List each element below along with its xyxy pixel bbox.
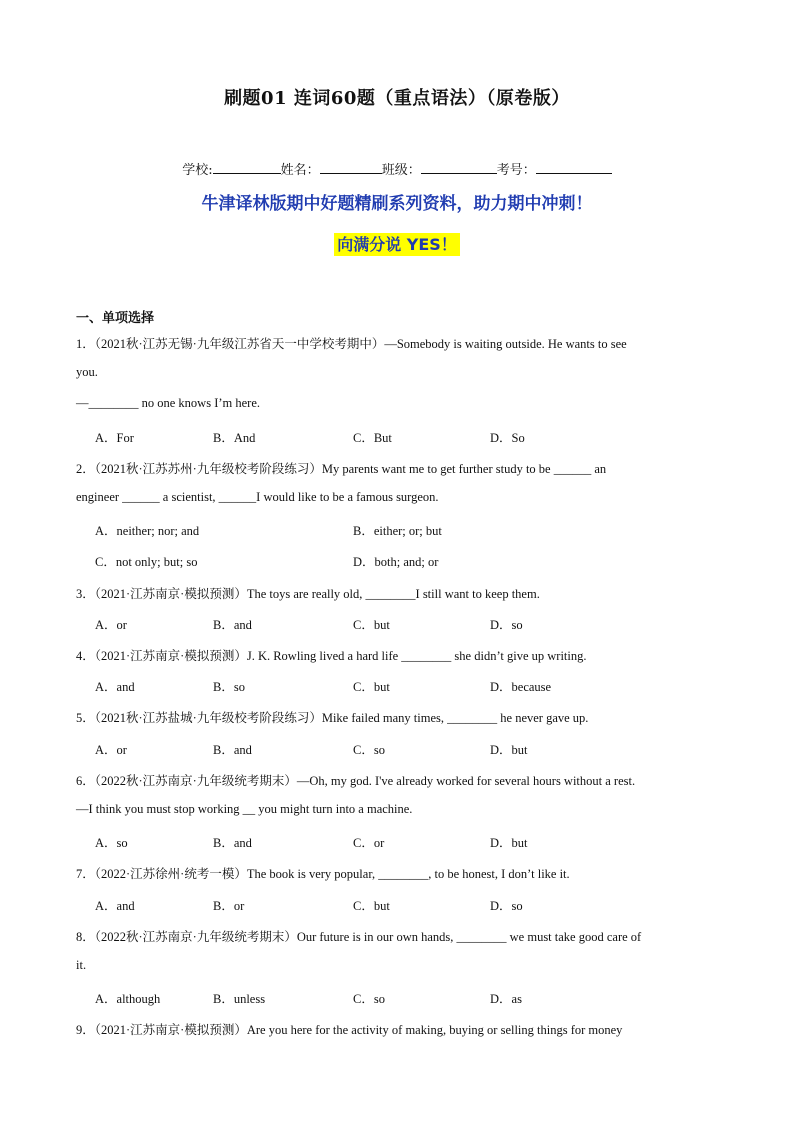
page-title: 刷题01 连词60题（重点语法）（原卷版） bbox=[224, 88, 570, 109]
question-line: you. bbox=[76, 365, 98, 380]
class-label: 班级： bbox=[381, 163, 421, 178]
answer-option: C．so bbox=[353, 992, 385, 1007]
section-title: 一、单项选择 bbox=[76, 311, 155, 326]
answer-option: A．or bbox=[95, 742, 127, 757]
answer-option: D．as bbox=[490, 992, 522, 1007]
answer-option: C．but bbox=[353, 898, 390, 913]
answer-option: C．not only; but; so bbox=[95, 555, 198, 570]
slogan: 牛津译林版期中好题精刷系列资料，助力期中冲刺！ bbox=[201, 194, 593, 214]
answer-option: D．but bbox=[490, 742, 528, 757]
answer-option: A．and bbox=[95, 680, 135, 695]
question-line: 6．（2022秋·江苏南京·九年级统考期末）—Oh, my god. I've already worked for several hours without a rest. bbox=[76, 773, 636, 788]
answer-option: D．but bbox=[490, 836, 528, 851]
question-line: 3．（2021·江苏南京·模拟预测）The toys are really old, ________I still want to keep them. bbox=[76, 586, 540, 601]
answer-option: D．because bbox=[490, 680, 552, 695]
answer-option: C．but bbox=[353, 680, 390, 695]
answer-option: A．neither; nor; and bbox=[95, 524, 200, 539]
name-blank bbox=[320, 161, 382, 174]
answer-option: B．and bbox=[213, 617, 252, 632]
question-line: 7．（2022·江苏徐州·统考一模）The book is very popular, ________, to be honest, I don’t like it. bbox=[76, 867, 570, 882]
answer-option: B．and bbox=[213, 836, 252, 851]
answer-option: C．or bbox=[353, 836, 385, 851]
student-info-line bbox=[0, 159, 794, 178]
answer-option: D．so bbox=[490, 898, 523, 913]
slogan-highlight bbox=[0, 232, 794, 255]
question-line: 1．（2021秋·江苏无锡·九年级江苏省天一中学校考期中）—Somebody is waiting outside. He wants to see bbox=[76, 337, 627, 351]
answer-option: C．so bbox=[353, 742, 385, 757]
answer-option: B．unless bbox=[213, 992, 266, 1007]
question-line: engineer ______ a scientist, ______I would like to be a famous surgeon. bbox=[76, 490, 439, 504]
exam-no-label: 考号： bbox=[496, 163, 536, 178]
answer-option: A．or bbox=[95, 617, 127, 632]
answer-option: A．For bbox=[95, 430, 134, 445]
answer-option: B．so bbox=[213, 680, 245, 695]
answer-option: D．both; and; or bbox=[353, 555, 439, 570]
school-blank bbox=[213, 161, 281, 174]
answer-option: B．and bbox=[213, 742, 252, 757]
answer-option: B．And bbox=[213, 430, 256, 445]
answer-option: C．but bbox=[353, 617, 390, 632]
answer-option: D．So bbox=[490, 430, 525, 445]
school-label: 学校: bbox=[182, 163, 213, 178]
question-line: 4．（2021·江苏南京·模拟预测）J. K. Rowling lived a hard life ________ she didn’t give up writing. bbox=[76, 649, 587, 663]
question-line: it. bbox=[76, 958, 87, 972]
question-line: 9．（2021·江苏南京·模拟预测）Are you here for the activity of making, buying or selling things for money bbox=[76, 1023, 623, 1038]
answer-option: A．and bbox=[95, 898, 135, 913]
slogan-highlight-text: 向满分说 YES！ bbox=[334, 233, 460, 256]
exam-no-blank bbox=[536, 161, 612, 174]
question-line: 5．（2021秋·江苏盐城·九年级校考阶段练习）Mike failed many times, ________ he never gave up. bbox=[76, 711, 589, 726]
answer-option: A．although bbox=[95, 992, 161, 1007]
answer-option: C．But bbox=[353, 430, 392, 445]
question-line: —I think you must stop working __ you might turn into a machine. bbox=[76, 802, 413, 816]
answer-option: B．or bbox=[213, 898, 245, 913]
answer-option: D．so bbox=[490, 617, 523, 632]
class-blank bbox=[421, 161, 497, 174]
answer-option: B．either; or; but bbox=[353, 524, 442, 539]
question-line: —________ no one knows I’m here. bbox=[76, 396, 260, 411]
question-line: 8．（2022秋·江苏南京·九年级统考期末）Our future is in our own hands, ________ we must take good care of bbox=[76, 929, 642, 944]
answer-option: A．so bbox=[95, 836, 128, 851]
question-line: 2．（2021秋·江苏苏州·九年级校考阶段练习）My parents want me to get further study to be ______ an bbox=[76, 461, 607, 476]
name-label: 姓名： bbox=[280, 163, 320, 178]
